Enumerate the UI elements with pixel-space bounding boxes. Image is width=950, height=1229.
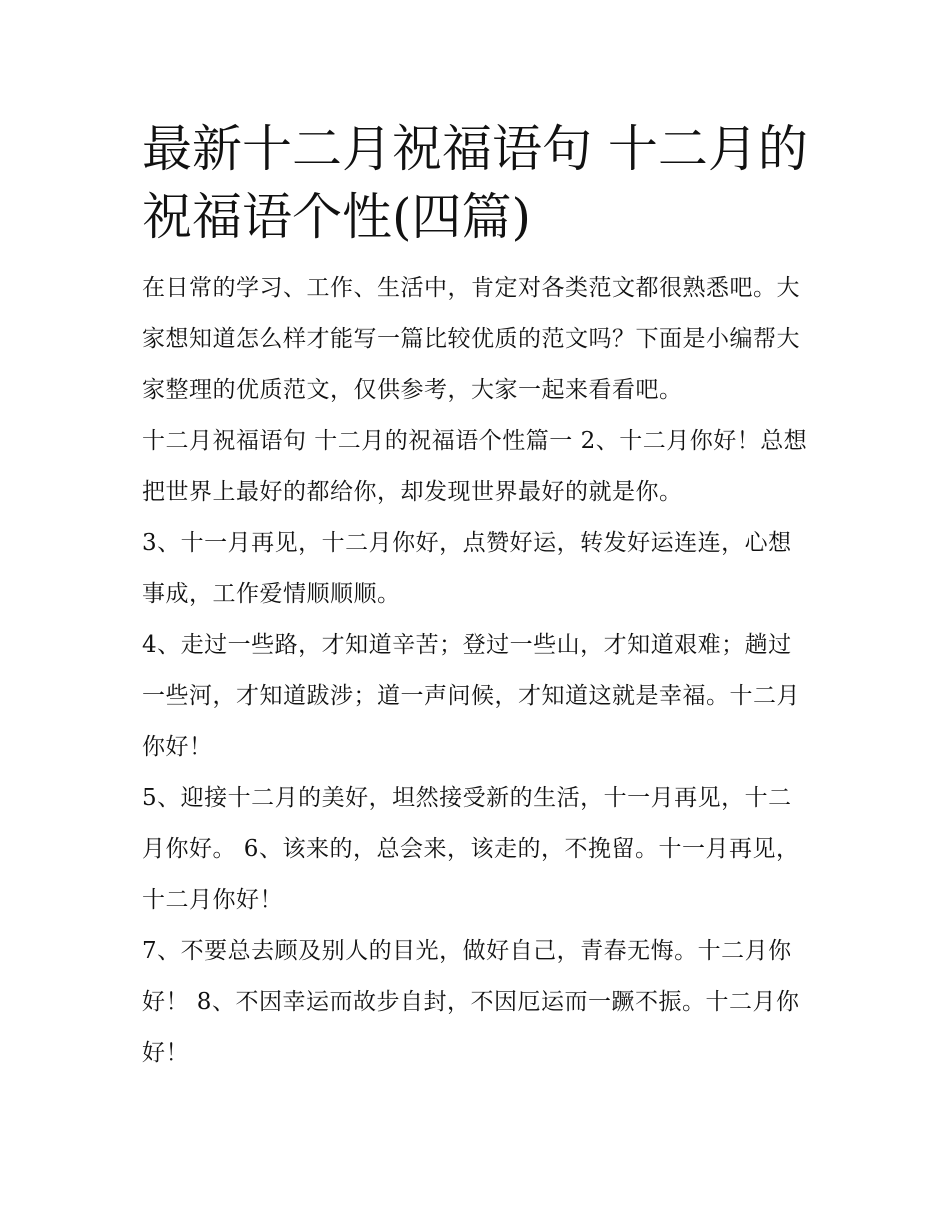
intro-paragraph: 在日常的学习、工作、生活中，肯定对各类范文都很熟悉吧。大家想知道怎么样才能写一篇比较优质的范文吗？下面是小编帮大家整理的优质范文，仅供参考，大家一起来看看吧。 bbox=[142, 275, 800, 403]
greeting-paragraph-5-6: 5、迎接十二月的美好，坦然接受新的生活，十一月再见，十二月你好。 6、该来的，总会来，该走的，不挽留。十一月再见，十二月你好！ bbox=[142, 785, 800, 913]
document-page bbox=[142, 115, 814, 1079]
greeting-paragraph-4: 4、走过一些路，才知道辛苦；登过一些山，才知道艰难；趟过一些河，才知道跋涉；道一声问候，才知道这就是幸福。十二月你好！ bbox=[142, 632, 800, 760]
greeting-paragraph-7-8: 7、不要总去顾及别人的目光，做好自己，青春无悔。十二月你好！ 8、不因幸运而故步自封，不因厄运而一蹶不振。十二月你好！ bbox=[142, 938, 800, 1066]
greeting-paragraph-2: 十二月祝福语句 十二月的祝福语个性篇一 2、十二月你好！总想把世界上最好的都给你，却发现世界最好的就是你。 bbox=[142, 428, 808, 505]
greeting-paragraph-3: 3、十一月再见，十二月你好，点赞好运，转发好运连连，心想事成，工作爱情顺顺顺。 bbox=[142, 530, 792, 607]
document-title: 最新十二月祝福语句 十二月的祝福语个性(四篇) bbox=[142, 120, 808, 246]
